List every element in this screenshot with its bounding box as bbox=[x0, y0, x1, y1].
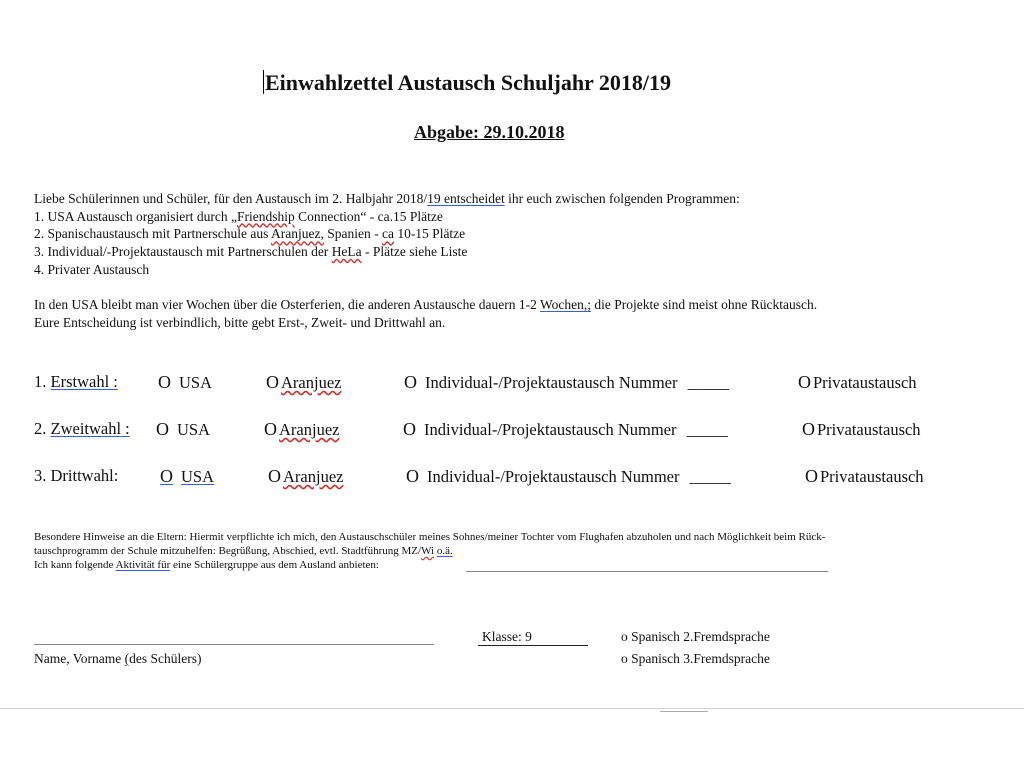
choice-label-first: 1. Erstwahl : bbox=[34, 372, 118, 391]
page-boundary bbox=[0, 708, 1024, 769]
parents-line: tauschprogramm der Schule mitzuhelfen: Begrüßung, Abschied, evtl. Stadtführung MZ/Wi o.ä. bbox=[34, 545, 453, 557]
class-label: Klasse: 9 bbox=[482, 629, 532, 644]
option-usa-third[interactable]: O USA bbox=[160, 466, 215, 486]
program-usa: 1. USA Austausch organisiert durch „Friendship Connection“ - ca.15 Plätze bbox=[34, 208, 443, 224]
intro-line: Liebe Schülerinnen und Schüler, für den Austausch im 2. Halbjahr 2018/19 entscheidet ihr euch zwischen folgenden Programmen: bbox=[34, 191, 740, 206]
option-private-first[interactable]: O Privataustausch bbox=[798, 372, 917, 392]
activity-input-line[interactable] bbox=[466, 571, 828, 572]
info-line: Eure Entscheidung ist verbindlich, bitte gebt Erst-, Zweit- und Drittwahl an. bbox=[34, 314, 446, 330]
name-label: Name, Vorname (des Schülers) bbox=[34, 651, 202, 666]
number-blank[interactable]: _____ bbox=[689, 467, 731, 486]
name-signature-line[interactable] bbox=[34, 644, 434, 645]
option-individual-second[interactable]: O Individual-/Projektaustausch Nummer _____ bbox=[403, 419, 728, 439]
circle-option-icon[interactable]: O bbox=[158, 372, 171, 392]
choice-label-second: 2. Zweitwahl : bbox=[34, 419, 130, 438]
option-usa-second[interactable]: O USA bbox=[156, 419, 211, 439]
option-usa-first[interactable]: O USA bbox=[158, 372, 213, 392]
choice-label-third: 3. Drittwahl: bbox=[34, 466, 119, 485]
info-line: In den USA bleibt man vier Wochen über die Osterferien, die anderen Austausche dauern 1-2 Wochen,; die Projekte sind meist ohne Rücktausch. bbox=[34, 297, 818, 312]
option-individual-first[interactable]: O Individual-/Projektaustausch Nummer _____ bbox=[404, 372, 729, 392]
number-blank[interactable]: _____ bbox=[686, 420, 728, 439]
option-private-third[interactable]: O Privataustausch bbox=[805, 466, 924, 486]
option-aranjuez-second[interactable]: O Aranjuez bbox=[264, 419, 340, 439]
parents-notice bbox=[34, 530, 825, 572]
intro-paragraph bbox=[34, 190, 740, 279]
deadline: Abgabe: 29.10.2018 bbox=[414, 122, 565, 142]
class-line bbox=[478, 645, 588, 646]
circle-option-icon[interactable]: O bbox=[403, 419, 416, 439]
circle-option-icon[interactable]: O bbox=[266, 372, 279, 392]
option-private-second[interactable]: O Privataustausch bbox=[802, 419, 921, 439]
circle-option-icon[interactable]: O bbox=[802, 419, 815, 439]
circle-option-icon[interactable]: O bbox=[406, 466, 419, 486]
circle-option-icon[interactable]: o bbox=[621, 629, 628, 644]
circle-option-icon[interactable]: O bbox=[404, 372, 417, 392]
program-individual: 3. Individual/-Projektaustausch mit Partnerschulen der HeLa - Plätze siehe Liste bbox=[34, 244, 468, 260]
option-individual-third[interactable]: O Individual-/Projektaustausch Nummer _____ bbox=[406, 466, 731, 486]
option-aranjuez-first[interactable]: O Aranjuez bbox=[266, 372, 342, 392]
circle-option-icon[interactable]: O bbox=[264, 419, 277, 439]
parents-line: Besondere Hinweise an die Eltern: Hiermit verpflichte ich mich, den Austauschschüler meines Sohnes/meiner Tochter vom Flughafen abzuholen und nach Möglichkeit beim Rück- bbox=[34, 531, 826, 543]
option-aranjuez-third[interactable]: O Aranjuez bbox=[268, 466, 344, 486]
language-option-second[interactable]: o Spanisch 2.Fremdsprache bbox=[621, 629, 770, 644]
text-cursor bbox=[263, 70, 264, 94]
parents-line: Ich kann folgende Aktivität für eine Schülergruppe aus dem Ausland anbieten: bbox=[34, 559, 379, 571]
scroll-indicator[interactable] bbox=[660, 711, 708, 712]
number-blank[interactable]: _____ bbox=[687, 373, 729, 392]
circle-option-icon[interactable]: O bbox=[268, 466, 281, 486]
program-private: 4. Privater Austausch bbox=[34, 261, 150, 277]
circle-option-icon[interactable]: O bbox=[160, 466, 173, 486]
info-paragraph bbox=[34, 296, 817, 331]
program-spain: 2. Spanischaustausch mit Partnerschule aus Aranjuez, Spanien - ca 10-15 Plätze bbox=[34, 226, 466, 242]
circle-option-icon[interactable]: O bbox=[156, 419, 169, 439]
language-option-third[interactable]: o Spanisch 3.Fremdsprache bbox=[621, 651, 770, 666]
circle-option-icon[interactable]: o bbox=[621, 651, 628, 666]
circle-option-icon[interactable]: O bbox=[805, 466, 818, 486]
document-title: Einwahlzettel Austausch Schuljahr 2018/19 bbox=[265, 70, 672, 95]
circle-option-icon[interactable]: O bbox=[798, 372, 811, 392]
